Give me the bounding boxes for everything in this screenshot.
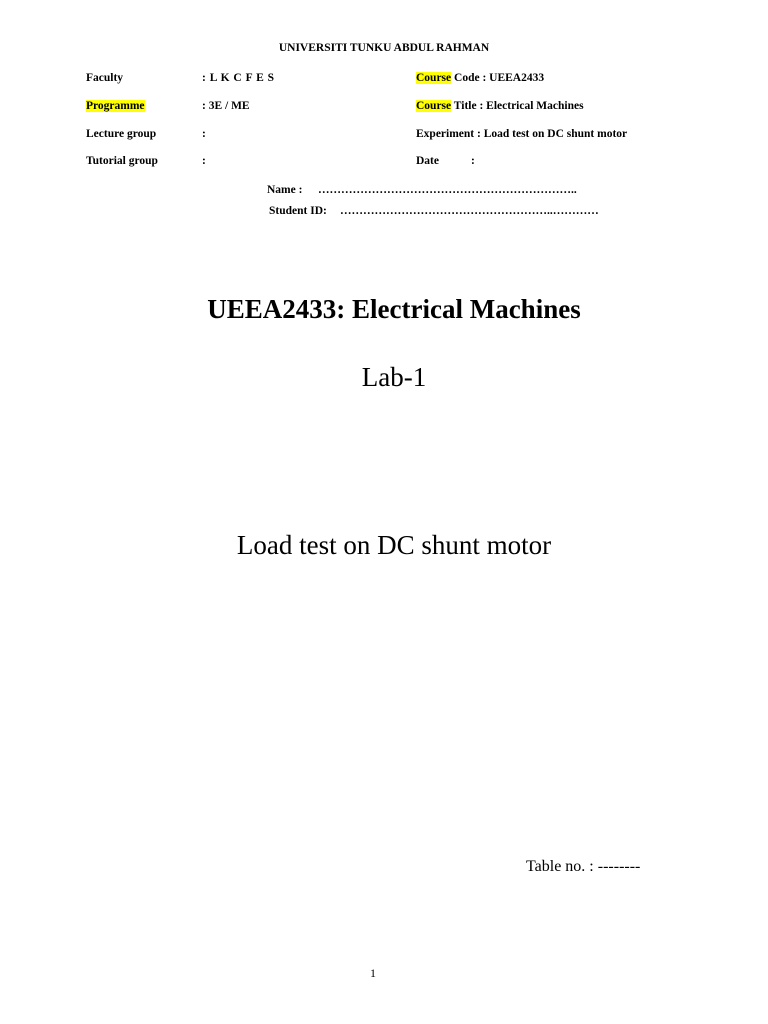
course-code-text: Code : UEEA2433 — [451, 72, 545, 84]
faculty-value: : L K C F E S — [202, 72, 275, 84]
course-title-text: Title : Electrical Machines — [451, 100, 584, 112]
student-id-field[interactable]: ………………………………………………..………… — [340, 205, 599, 217]
student-id-label: Student ID: — [269, 205, 327, 217]
lab-heading: Lab-1 — [361, 362, 427, 392]
lecture-group-label: Lecture group — [86, 128, 157, 140]
experiment-line: Experiment : Load test on DC shunt motor — [416, 128, 628, 140]
university-name: UNIVERSITI TUNKU ABDUL RAHMAN — [278, 42, 490, 54]
date-value: : — [471, 155, 475, 167]
course-heading: UEEA2433: Electrical Machines — [207, 294, 581, 324]
page-number: 1 — [370, 966, 376, 980]
course-code-line — [416, 72, 544, 84]
name-label: Name : — [267, 184, 303, 196]
faculty-label: Faculty — [86, 72, 124, 84]
tutorial-group-value: : — [202, 155, 206, 167]
course-title-line — [416, 100, 584, 112]
programme-value: : 3E / ME — [202, 100, 250, 112]
course-title-highlight: Course — [416, 100, 452, 112]
name-field[interactable]: ………………………………………………………….. — [318, 184, 577, 196]
date-label: Date — [416, 155, 439, 167]
tutorial-group-label: Tutorial group — [86, 155, 158, 167]
lecture-group-value: : — [202, 128, 206, 140]
programme-label: Programme — [86, 100, 145, 112]
course-code-highlight: Course — [416, 72, 452, 84]
table-number: Table no. : -------- — [526, 858, 641, 875]
experiment-heading: Load test on DC shunt motor — [236, 530, 552, 560]
